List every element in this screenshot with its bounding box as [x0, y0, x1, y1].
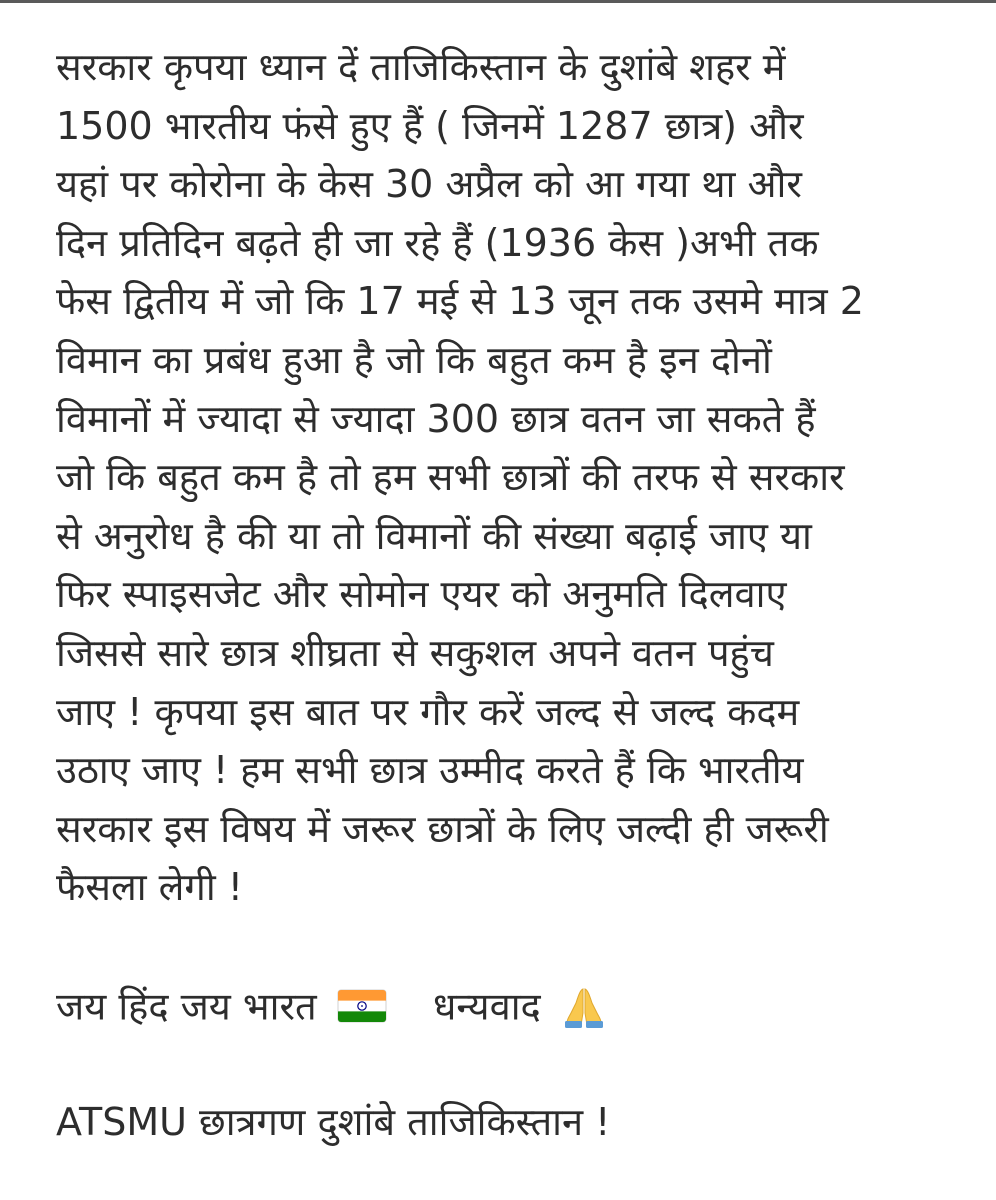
- indian-flag-icon: [337, 988, 387, 1024]
- top-border: [0, 0, 996, 3]
- sign-off: [56, 975, 956, 1036]
- slogan-text: जय हिंद जय भारत: [56, 984, 317, 1029]
- text-line: सरकार इस विषय में जरूर छात्रों के लिए जल्दी ही जरूरी: [56, 806, 829, 851]
- text-line: दिन प्रतिदिन बढ़ते ही जा रहे हैं (1936 केस )अभी तक: [56, 220, 819, 265]
- signature: ATSMU छात्रगण दुशांबे ताजिकिस्तान !: [56, 1100, 611, 1145]
- folded-hands-icon: [561, 983, 607, 1029]
- text-line: फैसला लेगी !: [56, 865, 243, 910]
- post-body: [56, 38, 956, 917]
- post-content: [56, 38, 956, 1151]
- text-line: फिर स्पाइसजेट और सोमोन एयर को अनुमति दिलवाए: [56, 572, 787, 617]
- text-line: 1500 भारतीय फंसे हुए हैं ( जिनमें 1287 छात्र) और: [56, 103, 804, 148]
- thanks-text: धन्यवाद: [432, 984, 541, 1029]
- text-line: जाए ! कृपया इस बात पर गौर करें जल्द से जल्द कदम: [56, 689, 800, 734]
- text-line: फेस द्वितीय में जो कि 17 मई से 13 जून तक उसमे मात्र 2: [56, 279, 864, 324]
- text-line: विमान का प्रबंध हुआ है जो कि बहुत कम है इन दोनों: [56, 337, 772, 382]
- text-line: से अनुरोध है की या तो विमानों की संख्या बढ़ाई जाए या: [56, 513, 812, 558]
- text-line: जो कि बहुत कम है तो हम सभी छात्रों की तरफ से सरकार: [56, 455, 845, 500]
- text-line: यहां पर कोरोना के केस 30 अप्रैल को आ गया था और: [56, 162, 802, 207]
- text-line: उठाए जाए ! हम सभी छात्र उम्मीद करते हैं कि भारतीय: [56, 748, 804, 793]
- text-line: सरकार कृपया ध्यान दें ताजिकिस्तान के दुशांबे शहर में: [56, 45, 786, 89]
- text-line: विमानों में ज्यादा से ज्यादा 300 छात्र वतन जा सकते हैं: [56, 396, 816, 441]
- text-line: जिससे सारे छात्र शीघ्रता से सकुशल अपने वतन पहुंच: [56, 630, 774, 675]
